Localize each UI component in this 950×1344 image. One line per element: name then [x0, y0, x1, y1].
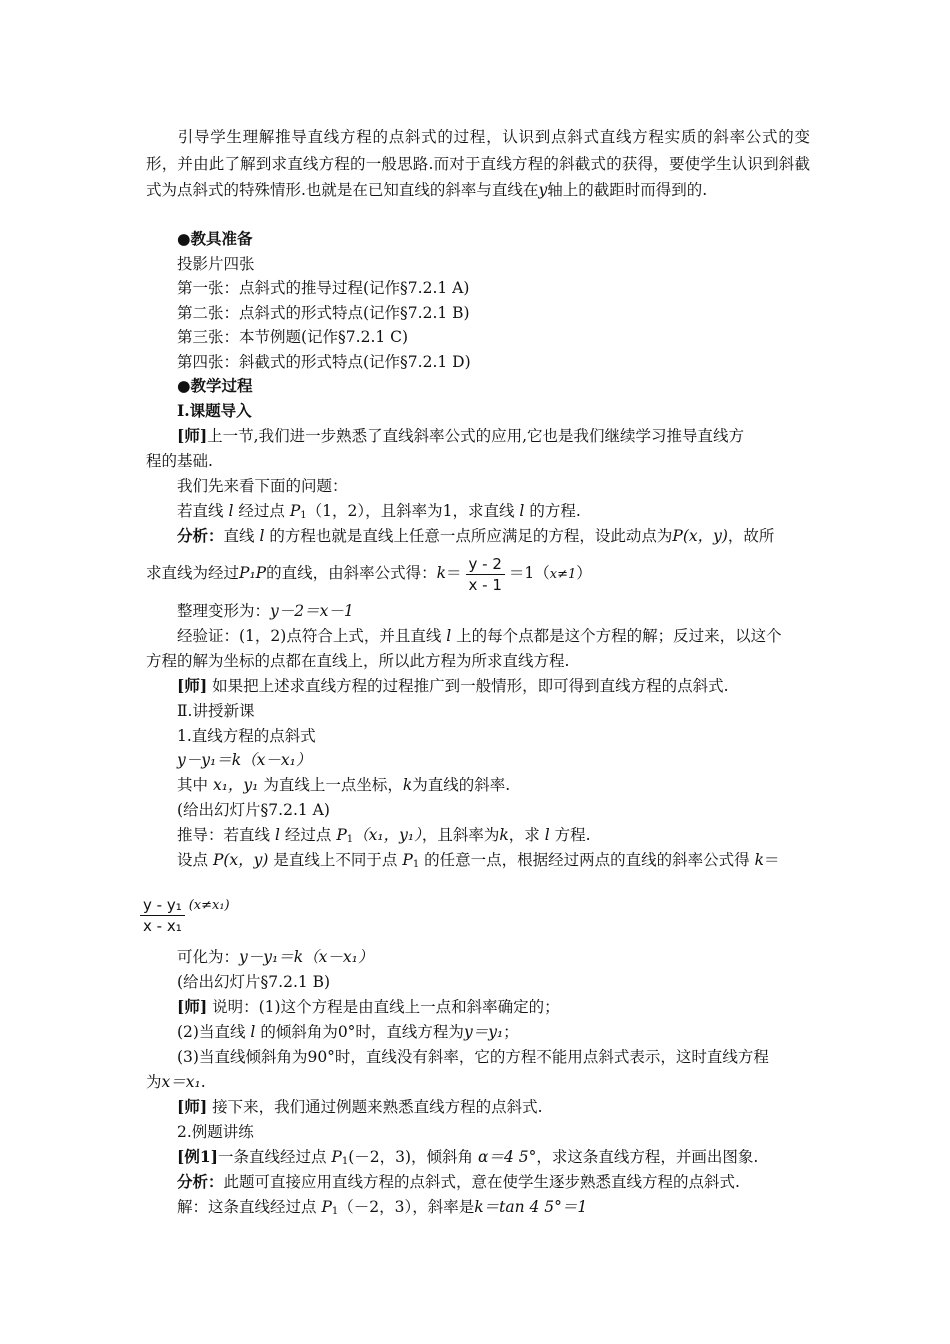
paragraph-line: (2)当直线 l 的倾斜角为0°时，直线方程为y＝y₁；: [177, 1023, 519, 1041]
example-line: [例1]一条直线经过点 $P_1(-2$，3)，倾斜角 α＝4 5°，求这条直线方程，并画出图象.: [177, 1147, 759, 1167]
paragraph-line: 推导：若直线 l 经过点 $P_1(x_1$，y₁），且斜率为k，求 l 方程.: [177, 826, 591, 845]
paragraph-line: 我们先来看下面的问题：: [177, 477, 348, 495]
paragraph-line: 可化为：y－y₁＝k（x－x₁）: [177, 948, 374, 966]
tools-item: 第二张：点斜式的形式特点(记作§7.2.1 B): [177, 304, 470, 322]
paragraph-line: 设点 P(x，y) 是直线上不同于点 $P_1$ 的任意一点，根据经过两点的直线的斜率公式得 k＝: [177, 851, 780, 870]
section-title: Ⅰ.课题导入: [177, 401, 252, 420]
intro-paragraph: 引导学生理解推导直线方程的点斜式的过程，认识到点斜式直线方程实质的斜率公式的变形，并由此了解到求直线方程的一般思路.而对于直线方程的斜截式的获得，要使学生认识到斜截式为点斜式的特殊情形.也就是在已知直线的斜率与直线在y轴上的截距时而得到的.: [146, 128, 810, 199]
paragraph-line: [师] 说明：(1)这个方程是由直线上一点和斜率确定的；: [177, 997, 560, 1016]
paragraph-line: (给出幻灯片§7.2.1 A): [177, 801, 330, 819]
tools-item: 投影片四张: [177, 255, 255, 273]
section-title: Ⅱ.讲授新课: [177, 702, 255, 720]
slope-fraction-general: $\frac{\text{y - y₁}}{\text{x - x₁}}$: [140, 895, 185, 936]
slope-fraction: $\frac{y - 2}{x - 1}$: [466, 554, 505, 595]
solution-line: 解：这条直线经过点 $P_1(-2$，3），斜率是k＝tan 4 5°＝1: [177, 1198, 588, 1217]
paragraph-line: 方程的解为坐标的点都在直线上，所以此方程为所求直线方程.: [146, 652, 570, 670]
heading-tools: ●教具准备: [177, 229, 253, 248]
formula-line: y－y₁＝k（x－x₁）: [177, 751, 312, 769]
problem-line: 若直线 l 经过点 $P_1(1$，2），且斜率为1，求直线 l 的方程.: [177, 502, 581, 521]
paragraph-line: 经验证：(1，2)点符合上式，并且直线 l 上的每个点都是这个方程的解；反过来，以这个: [177, 627, 782, 645]
paragraph-line: [师] 如果把上述求直线方程的过程推广到一般情形，即可得到直线方程的点斜式.: [177, 676, 729, 695]
fraction-line: $\frac{\text{y - y₁}}{\text{x - x₁}}$ $^{(x\ne x_1)}$: [140, 884, 804, 936]
analysis-line: 分析：直线 l 的方程也就是直线上任意一点所应满足的方程，设此动点为P(x，y)，故所: [177, 526, 775, 545]
paragraph-line: [师] 接下来，我们通过例题来熟悉直线方程的点斜式.: [177, 1097, 543, 1116]
paragraph-line: 整理变形为：y－2＝x－1: [177, 602, 354, 620]
paragraph-line: 为x＝x₁.: [146, 1073, 206, 1091]
subsection-title: 2.例题讲练: [177, 1123, 254, 1141]
heading-process: ●教学过程: [177, 376, 253, 395]
subsection-title: 1.直线方程的点斜式: [177, 727, 316, 745]
analysis-line: 分析：此题可直接应用直线方程的点斜式，意在使学生逐步熟悉直线方程的点斜式.: [177, 1172, 740, 1191]
tools-item: 第四张：斜截式的形式特点(记作§7.2.1 D): [177, 353, 471, 371]
analysis-formula-line: 求直线为经过P₁P的直线，由斜率公式得：k＝ $\frac{y - 2}{x - 1}$ ＝1（x≠1）: [146, 554, 592, 594]
paragraph-line: 其中 x₁，y₁ 为直线上一点坐标，k为直线的斜率.: [177, 776, 511, 794]
paragraph-line: (给出幻灯片§7.2.1 B): [177, 973, 331, 991]
paragraph-line: [师]上一节,我们进一步熟悉了直线斜率公式的应用,它也是我们继续学习推导直线方: [177, 426, 745, 445]
paragraph-line: 程的基础.: [146, 452, 213, 470]
tools-item: 第一张：点斜式的推导过程(记作§7.2.1 A): [177, 279, 470, 297]
paragraph-line: (3)当直线倾斜角为90°时，直线没有斜率，它的方程不能用点斜式表示，这时直线方程: [177, 1048, 769, 1066]
tools-item: 第三张：本节例题(记作§7.2.1 C): [177, 328, 409, 346]
